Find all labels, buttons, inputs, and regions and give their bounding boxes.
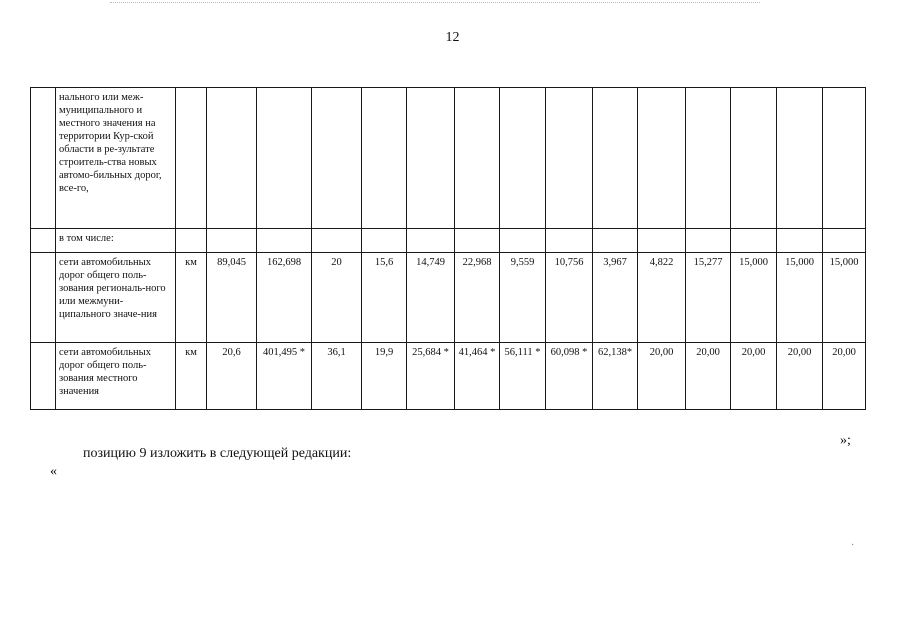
value-cell: 401,495 *	[257, 343, 312, 410]
value-cell: 15,000	[823, 253, 866, 343]
value-cell	[407, 229, 455, 253]
value-cell	[257, 88, 312, 229]
row-label-cell: в том числе:	[56, 229, 176, 253]
table-row	[31, 88, 866, 229]
value-cell: 36,1	[312, 343, 362, 410]
value-cell: 25,684 *	[407, 343, 455, 410]
indicator-table	[30, 87, 866, 410]
value-cell: 22,968	[455, 253, 500, 343]
value-cell	[362, 229, 407, 253]
value-cell: 15,6	[362, 253, 407, 343]
value-cell	[593, 88, 638, 229]
row-label-cell: нального или меж-муниципального и местного значения на территории Кур-ской области в ре-зультате строитель-ства новых автомо-бильных дорог, все-го,	[56, 88, 176, 229]
value-cell: 4,822	[638, 253, 686, 343]
value-cell	[500, 229, 546, 253]
value-cell: 162,698	[257, 253, 312, 343]
unit-cell	[176, 88, 207, 229]
value-cell: 3,967	[593, 253, 638, 343]
value-cell: 20,00	[686, 343, 731, 410]
unit-cell: км	[176, 343, 207, 410]
instruction-text: позицию 9 изложить в следующей редакции:	[83, 446, 352, 461]
value-cell: 89,045	[207, 253, 257, 343]
unit-cell: км	[176, 253, 207, 343]
table-row	[31, 343, 866, 410]
value-cell: 20,6	[207, 343, 257, 410]
value-cell	[777, 88, 823, 229]
table-row	[31, 253, 866, 343]
value-cell	[638, 229, 686, 253]
value-cell: 19,9	[362, 343, 407, 410]
value-cell	[207, 229, 257, 253]
value-cell	[207, 88, 257, 229]
closing-quote: »;	[840, 433, 851, 448]
value-cell: 15,000	[731, 253, 777, 343]
value-cell: 56,111 *	[500, 343, 546, 410]
value-cell	[731, 229, 777, 253]
value-cell	[546, 229, 593, 253]
value-cell	[823, 229, 866, 253]
value-cell	[407, 88, 455, 229]
row-index-cell	[31, 253, 56, 343]
value-cell: 20,00	[823, 343, 866, 410]
value-cell	[593, 229, 638, 253]
row-label-cell: сети автомобильных дорог общего поль-зования региональ-ного или межмуни-ципального значе-ния	[56, 253, 176, 343]
value-cell: 10,756	[546, 253, 593, 343]
value-cell	[777, 229, 823, 253]
row-index-cell	[31, 229, 56, 253]
value-cell: 20,00	[638, 343, 686, 410]
value-cell	[362, 88, 407, 229]
value-cell	[731, 88, 777, 229]
unit-cell	[176, 229, 207, 253]
value-cell	[546, 88, 593, 229]
value-cell	[257, 229, 312, 253]
value-cell	[312, 229, 362, 253]
scan-speck: ·	[851, 540, 855, 551]
opening-quote: «	[50, 464, 57, 479]
value-cell	[500, 88, 546, 229]
value-cell: 14,749	[407, 253, 455, 343]
value-cell	[686, 88, 731, 229]
value-cell	[638, 88, 686, 229]
value-cell	[312, 88, 362, 229]
value-cell: 20,00	[777, 343, 823, 410]
table-body	[31, 88, 866, 410]
value-cell: 9,559	[500, 253, 546, 343]
value-cell: 20,00	[731, 343, 777, 410]
value-cell	[686, 229, 731, 253]
top-border-line	[110, 2, 760, 3]
row-index-cell	[31, 88, 56, 229]
value-cell	[455, 229, 500, 253]
value-cell: 15,277	[686, 253, 731, 343]
value-cell: 20	[312, 253, 362, 343]
value-cell: 60,098 *	[546, 343, 593, 410]
value-cell: 15,000	[777, 253, 823, 343]
value-cell: 62,138*	[593, 343, 638, 410]
table-row	[31, 229, 866, 253]
value-cell: 41,464 *	[455, 343, 500, 410]
page-number: 12	[445, 30, 460, 45]
value-cell	[823, 88, 866, 229]
value-cell	[455, 88, 500, 229]
row-label-cell: сети автомобильных дорог общего поль-зования местного значения	[56, 343, 176, 410]
row-index-cell	[31, 343, 56, 410]
